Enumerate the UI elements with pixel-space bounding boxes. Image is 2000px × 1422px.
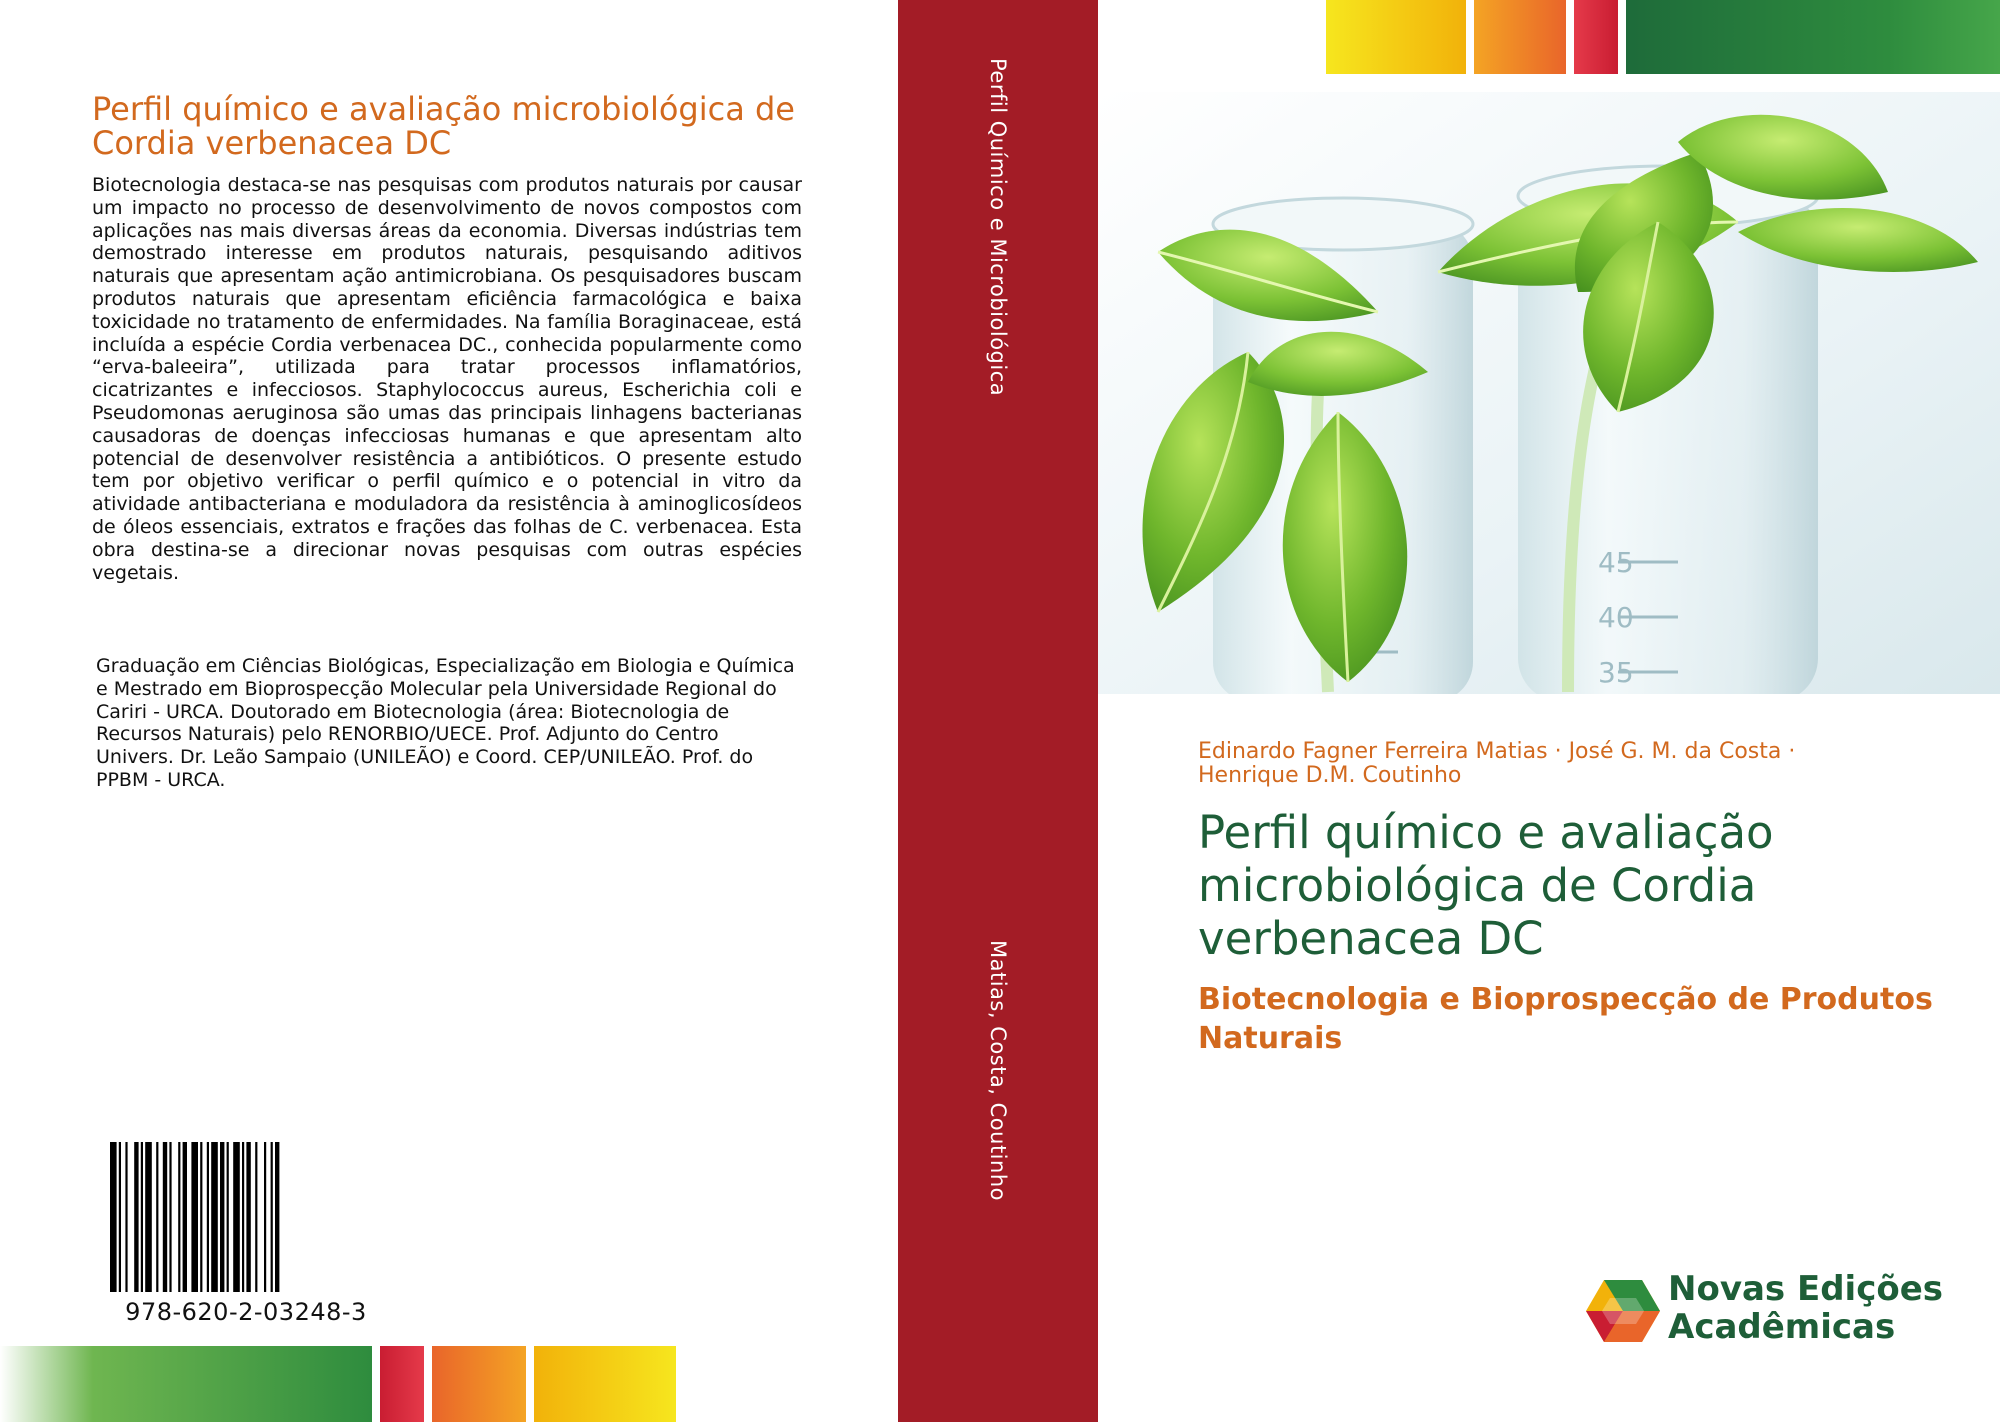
- spine-title: Perfil Químico e Microbiológica: [986, 58, 1010, 397]
- front-cover-subtitle: Biotecnologia e Bioprospecção de Produtos Naturais: [1198, 982, 1933, 1056]
- tube-mark-40: 40: [1598, 601, 1634, 634]
- tube-mark-45: 45: [1598, 546, 1634, 579]
- barcode-bar: [125, 1142, 127, 1292]
- cover-photo: [1098, 92, 2000, 694]
- barcode-bar: [220, 1142, 224, 1292]
- barcode-icon: [108, 1142, 384, 1292]
- front-authors-line-1: Edinardo Fagner Ferreira Matias · José G. M. da Costa ·: [1198, 739, 1796, 764]
- front-cover: [1098, 0, 2000, 1422]
- barcode-bar: [178, 1142, 180, 1292]
- hexagon-logo-icon: [1584, 1276, 1662, 1346]
- strip-segment-red: [1574, 0, 1618, 74]
- barcode-bar: [200, 1142, 202, 1292]
- strip-segment-orange: [1474, 0, 1566, 74]
- barcode-bar: [141, 1142, 143, 1292]
- publisher-name-line-2: Acadêmicas: [1668, 1307, 1896, 1347]
- front-cover-title: Perfil químico e avaliação microbiológica de Cordia verbenacea DC: [1198, 806, 1774, 965]
- back-cover-blurb: Biotecnologia destaca-se nas pesquisas com produtos naturais por causar um impacto no processo de desenvolvimento de novos compostos com aplicações nas mais diversas áreas da economia. Diversas indústrias tem demostrado interesse em produtos naturais, pesquisando aditivos naturais que apresentam ação antimicrobiana. Os pesquisadores buscam produtos naturais que apresentam eficiência farmacológica e baixa toxicidade no tratamento de enfermidades. Na família Boraginaceae, está incluída a espécie Cordia verbenacea DC., conhecida popularmente como “erva-baleeira”, utilizada para tratar processos inflamatórios, cicatrizantes e infecciosos. Staphylococcus aureus, Escherichia coli e Pseudomonas aeruginosa são umas das principais linhagens bacterianas causadoras de doenças infecciosas humanas e que apresentam alto potencial de desenvolver resistência a antibióticos. O presente estudo tem por objetivo verificar o perfil químico e o potencial in vitro da atividade antibacteriana e moduladora da resistência à aminoglicosídeos de óleos essenciais, extratos e frações das folhas de C. verbenacea. Esta obra destina-se a direcionar novas pesquisas com outras espécies vegetais.: [92, 174, 802, 584]
- barcode-bar: [264, 1142, 266, 1292]
- strip-segment-yellow: [534, 1346, 676, 1422]
- strip-segment-orange: [432, 1346, 526, 1422]
- barcode-bar: [211, 1142, 218, 1292]
- spine-authors: Matias, Costa, Coutinho: [986, 940, 1010, 1201]
- barcode-bar: [145, 1142, 152, 1292]
- barcode-bar: [163, 1142, 167, 1292]
- barcode-bar: [119, 1142, 121, 1292]
- leaves-in-test-tubes-image: [1098, 92, 2000, 694]
- barcode-bar: [156, 1142, 158, 1292]
- barcode: [108, 1142, 384, 1326]
- publisher-name-line-1: Novas Edições: [1668, 1269, 1944, 1309]
- barcode-bar: [169, 1142, 171, 1292]
- barcode-bar: [242, 1142, 244, 1292]
- barcode-bar: [183, 1142, 187, 1292]
- barcode-bar: [134, 1142, 138, 1292]
- back-cover: [0, 0, 898, 1422]
- barcode-bar: [275, 1142, 279, 1292]
- tube-mark-35: 35: [1598, 656, 1634, 689]
- strip-segment-yellow: [1326, 0, 1466, 74]
- strip-segment-green: [0, 1346, 372, 1422]
- barcode-bar: [227, 1142, 229, 1292]
- strip-segment-red: [380, 1346, 424, 1422]
- barcode-bar: [246, 1142, 250, 1292]
- barcode-bar: [110, 1142, 117, 1292]
- barcode-bar: [271, 1142, 273, 1292]
- isbn-number: 978-620-2-03248-3: [125, 1298, 367, 1326]
- back-color-strip: [0, 1346, 676, 1422]
- front-color-strip: [1098, 0, 2000, 74]
- barcode-bar: [233, 1142, 240, 1292]
- back-cover-title: Perfil químico e avaliação microbiológica de Cordia verbenacea DC: [92, 90, 795, 162]
- front-authors: [1198, 740, 1958, 788]
- publisher-logo-block: [1584, 1270, 1954, 1350]
- barcode-bar: [255, 1142, 257, 1292]
- author-bio: Graduação em Ciências Biológicas, Especialização em Biologia e Química e Mestrado em Bioprospecção Molecular pela Universidade Regional do Cariri - URCA. Doutorado em Biotecnologia (área: Biotecnologia de Recursos Naturais) pelo RENORBIO/UECE. Prof. Adjunto do Centro Univers. Dr. Leão Sampaio (UNILEÃO) e Coord. CEP/UNILEÃO. Prof. do PPBM - URCA.: [96, 655, 795, 791]
- publisher-name: [1668, 1270, 1958, 1346]
- barcode-bar: [207, 1142, 209, 1292]
- spine: [898, 0, 1098, 1422]
- strip-segment-green: [1626, 0, 2000, 74]
- barcode-bar: [191, 1142, 198, 1292]
- front-authors-line-2: Henrique D.M. Coutinho: [1198, 763, 1462, 788]
